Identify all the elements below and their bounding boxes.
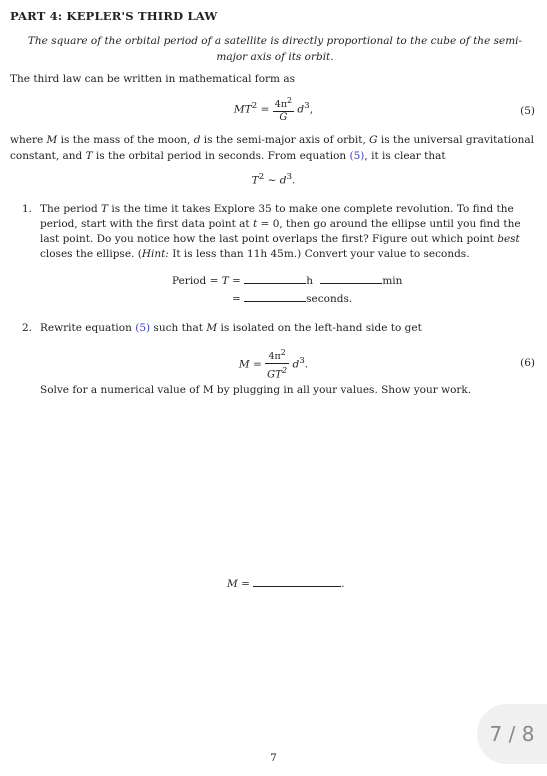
text: is the universal gravitational constant, and — [10, 134, 534, 162]
page-number: 7 — [270, 752, 277, 764]
eq6-equals: = — [252, 358, 262, 371]
text: where — [10, 134, 47, 146]
text: is the time it takes Explore 35 to make one complete revolution. To find the period, start with the first data point at — [40, 203, 514, 230]
text: closes the ellipse. ( — [40, 248, 142, 260]
emphasis-best: best — [497, 233, 520, 245]
eq5-lhs: MT — [233, 103, 252, 116]
solve-instruction: Solve for a numerical value of M by plugging in all your values. Show your work. — [40, 384, 472, 396]
variables-paragraph — [10, 132, 537, 164]
text: It is less than 11h 45m.) Convert your value to seconds. — [168, 248, 470, 260]
var-d: d — [193, 134, 201, 146]
equation-6-number: (6) — [520, 357, 535, 369]
equation-5 — [0, 95, 547, 124]
seconds-blank[interactable] — [244, 290, 306, 302]
var-M: M — [206, 322, 218, 334]
var-M: M — [46, 134, 58, 146]
var-M: M — [227, 578, 238, 590]
hours-blank[interactable] — [244, 272, 306, 284]
text: Rewrite equation — [40, 322, 136, 334]
equals: = — [228, 275, 245, 287]
eq5-equals: = — [260, 103, 270, 116]
text: is the mass of the moon, — [57, 134, 194, 146]
seconds-answer-row — [232, 290, 352, 305]
law-statement: The square of the orbital period of a satellite is directly proportional to the cube of the semi-major axis of its orbit. — [27, 35, 523, 63]
question-2 — [22, 321, 538, 336]
mass-answer-row — [227, 575, 345, 590]
text: , it is clear that — [364, 150, 446, 162]
var-T: T — [221, 275, 229, 287]
eq6-den: GT — [267, 369, 282, 381]
text: is the semi-major axis of orbit, — [200, 134, 370, 146]
period-answer-row — [172, 272, 402, 287]
question-1-text — [40, 202, 538, 262]
equals: = — [232, 293, 241, 305]
prop-lhs: T — [251, 174, 259, 187]
text: = 0, then go around the ellipse until you find the last point. Do you notice how the last point overlaps the first? Figure out which point — [40, 218, 521, 245]
eq5-den: G — [279, 112, 288, 124]
text: is the orbital period in seconds. From equation — [92, 150, 350, 162]
page-indicator[interactable]: 7 / 8 — [477, 704, 547, 764]
prop-rhs: d — [279, 174, 287, 187]
var-G: G — [369, 134, 378, 146]
eq6-tail: . — [304, 358, 309, 371]
minutes-blank[interactable] — [320, 272, 382, 284]
seconds-unit: seconds. — [306, 293, 353, 305]
prop-rhs-exp: 3 — [286, 172, 293, 182]
equation-ref-link[interactable]: (5) — [349, 150, 365, 162]
text: such that — [150, 322, 207, 334]
equation-6 — [0, 347, 547, 381]
eq6-den-exp: 2 — [281, 365, 288, 376]
period-dot: . — [341, 578, 345, 590]
var-T: T — [101, 203, 109, 215]
question-2-number: 2. — [22, 322, 33, 334]
proportionality-equation — [0, 172, 547, 187]
eq5-num: 4π — [274, 99, 288, 111]
minutes-unit: min — [382, 275, 403, 287]
text: is isolated on the left-hand side to get — [217, 322, 422, 334]
eq5-num-exp: 2 — [287, 96, 293, 105]
eq6-rhs: d — [292, 358, 300, 371]
eq6-fraction — [265, 347, 289, 381]
eq5-tail: , — [309, 103, 314, 116]
eq5-fraction — [273, 95, 294, 124]
hint-label: Hint: — [141, 248, 169, 260]
prop-tail: . — [292, 174, 296, 187]
question-1 — [22, 202, 538, 262]
eq6-num: 4π — [268, 351, 281, 363]
eq5-rhs: d — [297, 103, 305, 116]
eq5-rhs-exp: 3 — [304, 101, 310, 112]
mass-blank[interactable] — [253, 575, 341, 587]
equation-ref-link[interactable]: (5) — [135, 322, 151, 334]
eq6-num-exp: 2 — [280, 348, 286, 357]
text: The period — [40, 203, 102, 215]
section-title: PART 4: KEPLER'S THIRD LAW — [10, 9, 218, 23]
hours-unit: h — [306, 275, 313, 287]
prop-sim: ∼ — [267, 174, 277, 187]
question-2-text — [40, 321, 538, 336]
intro-text: The third law can be written in mathematical form as — [10, 73, 295, 85]
equals: = — [237, 578, 254, 590]
var-t: t — [252, 218, 258, 230]
prop-lhs-exp: 2 — [258, 172, 265, 182]
eq6-rhs-exp: 3 — [299, 355, 305, 366]
eq6-lhs: M — [238, 358, 250, 371]
equation-5-number: (5) — [520, 105, 535, 117]
var-T: T — [85, 150, 93, 162]
eq5-lhs-exp: 2 — [251, 101, 258, 112]
question-1-number: 1. — [22, 203, 33, 215]
period-label: Period = — [172, 275, 222, 287]
